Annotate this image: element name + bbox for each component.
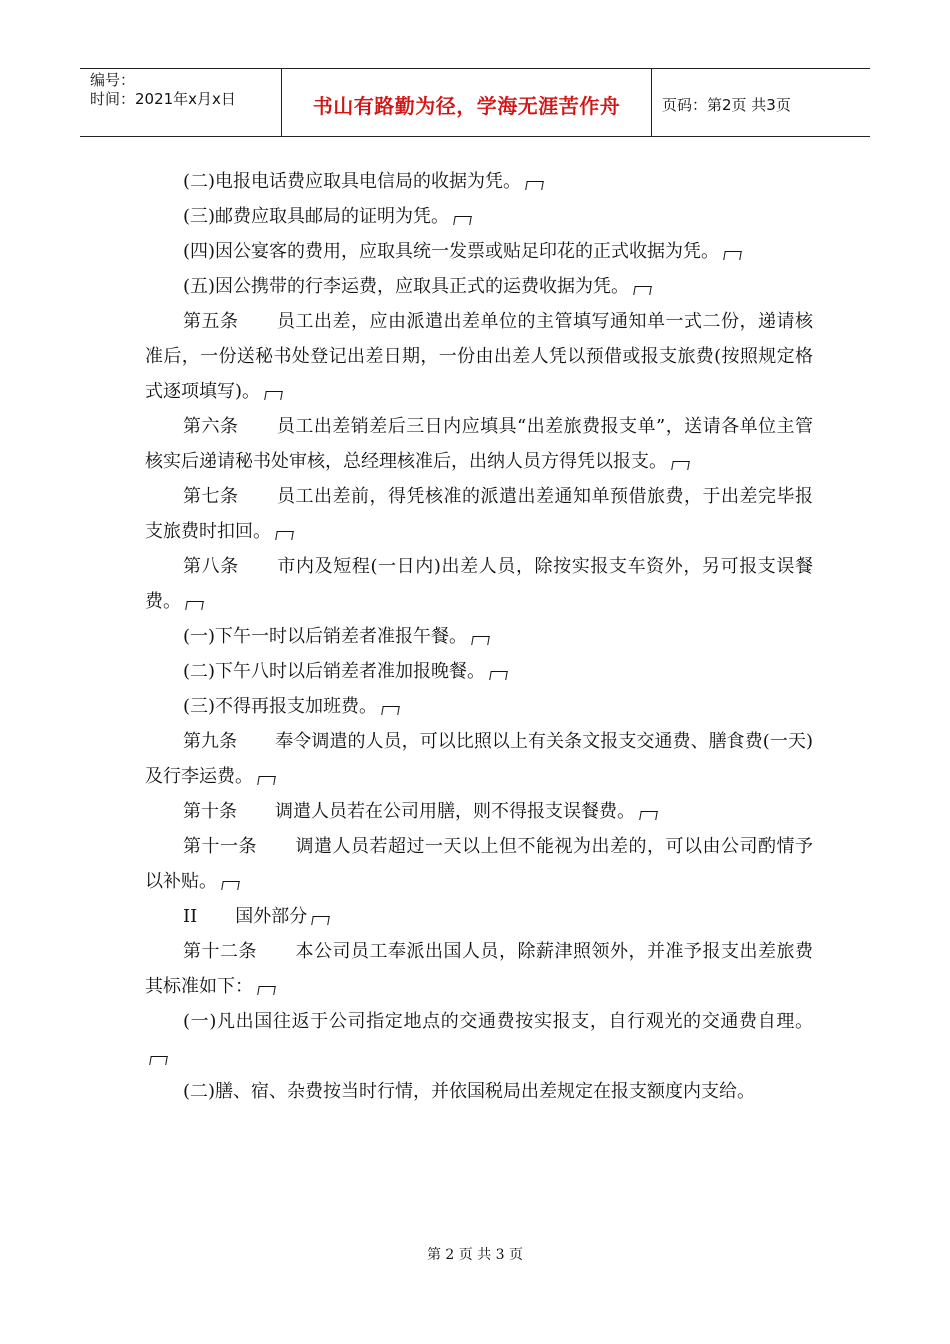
document-number-label: 编号： <box>90 71 136 89</box>
paragraph-mark-icon <box>275 531 294 540</box>
paragraph-text: 市内及短程(一日内)出差人员，除按实报支车资外，另可报支误餐费。 <box>145 556 814 612</box>
header-meta <box>80 69 282 136</box>
header-motto: 书山有路勤为径，学海无涯苦作舟 <box>282 69 652 136</box>
article-number: 第十一条 <box>183 836 257 857</box>
document-body <box>145 164 813 1109</box>
paragraph <box>145 724 813 794</box>
paragraph <box>145 619 813 654</box>
page-footer: 第 2 页 共 3 页 <box>426 1247 524 1263</box>
paragraph-mark-icon <box>471 636 490 645</box>
paragraph-mark-icon <box>723 251 742 260</box>
header-page-code: 页码：第2页 共3页 <box>662 96 791 114</box>
paragraph <box>145 689 813 724</box>
paragraph-mark-icon <box>671 461 690 470</box>
paragraph-text: (二)下午八时以后销差者准加报晚餐。 <box>183 661 486 682</box>
paragraph-text: 调遣人员若超过一天以上但不能视为出差的，可以由公司酌情予以补贴。 <box>145 836 813 892</box>
paragraph-text: (二)膳、宿、杂费按当时行情，并依国税局出差规定在报支额度内支给。 <box>183 1081 756 1102</box>
paragraph <box>145 304 813 409</box>
paragraph <box>145 899 813 934</box>
paragraph-mark-icon <box>489 671 508 680</box>
paragraph <box>145 934 813 1004</box>
paragraph <box>145 164 813 199</box>
paragraph-text: (五)因公携带的行李运费，应取具正式的运费收据为凭。 <box>183 276 630 297</box>
paragraph-text: (四)因公宴客的费用，应取具统一发票或贴足印花的正式收据为凭。 <box>183 241 720 262</box>
document-date: 时间：2021年x月x日 <box>90 90 236 108</box>
paragraph-text: (二)电报电话费应取具电信局的收据为凭。 <box>183 171 522 192</box>
page-header <box>80 68 870 137</box>
paragraph-mark-icon <box>639 811 658 820</box>
article-number: 第六条 <box>183 416 239 437</box>
paragraph-text: 员工出差销差后三日内应填具“出差旅费报支单”，送请各单位主管核实后递请秘书处审核，总经理核准后，出纳人员方得凭以报支。 <box>145 416 813 472</box>
paragraph-mark-icon <box>149 1056 168 1065</box>
paragraph-mark-icon <box>453 216 472 225</box>
article-number: II <box>183 906 198 927</box>
article-number: 第十二条 <box>183 941 257 962</box>
paragraph <box>145 199 813 234</box>
paragraph-text: (一)下午一时以后销差者准报午餐。 <box>183 626 468 647</box>
paragraph-text: 调遣人员若在公司用膳，则不得报支误餐费。 <box>275 801 635 822</box>
paragraph-mark-icon <box>264 391 283 400</box>
paragraph-text: 员工出差前，得凭核准的派遣出差通知单预借旅费，于出差完毕报支旅费时扣回。 <box>145 486 813 542</box>
paragraph-mark-icon <box>257 776 276 785</box>
paragraph <box>145 1074 813 1109</box>
paragraph-text: (三)不得再报支加班费。 <box>183 696 378 717</box>
paragraph-mark-icon <box>221 881 240 890</box>
article-number: 第八条 <box>183 556 239 577</box>
paragraph <box>145 234 813 269</box>
paragraph-text: 员工出差，应由派遣出差单位的主管填写通知单一式二份，递请核准后，一份送秘书处登记出差日期，一份由出差人凭以预借或报支旅费(按照规定格式逐项填写)。 <box>145 311 813 402</box>
paragraph <box>145 1004 813 1074</box>
article-number: 第七条 <box>183 486 239 507</box>
paragraph-text: (三)邮费应取具邮局的证明为凭。 <box>183 206 450 227</box>
article-number: 第九条 <box>183 731 238 752</box>
paragraph <box>145 549 813 619</box>
paragraph-mark-icon <box>257 986 276 995</box>
article-number: 第五条 <box>183 311 239 332</box>
article-number: 第十条 <box>183 801 237 822</box>
paragraph-mark-icon <box>633 286 652 295</box>
paragraph-text: 国外部分 <box>235 906 308 927</box>
paragraph <box>145 479 813 549</box>
paragraph <box>145 794 813 829</box>
paragraph-mark-icon <box>185 601 204 610</box>
paragraph-mark-icon <box>311 916 330 925</box>
paragraph <box>145 829 813 899</box>
paragraph-mark-icon <box>525 181 544 190</box>
paragraph-text: 奉令调遣的人员，可以比照以上有关条文报支交通费、膳食费(一天)及行李运费。 <box>145 731 814 787</box>
paragraph <box>145 269 813 304</box>
paragraph <box>145 409 813 479</box>
paragraph-text: 本公司员工奉派出国人员，除薪津照领外，并准予报支出差旅费其标准如下： <box>145 941 813 997</box>
paragraph-text: (一)凡出国往返于公司指定地点的交通费按实报支，自行观光的交通费自理。 <box>183 1011 813 1032</box>
paragraph-mark-icon <box>381 706 400 715</box>
paragraph <box>145 654 813 689</box>
